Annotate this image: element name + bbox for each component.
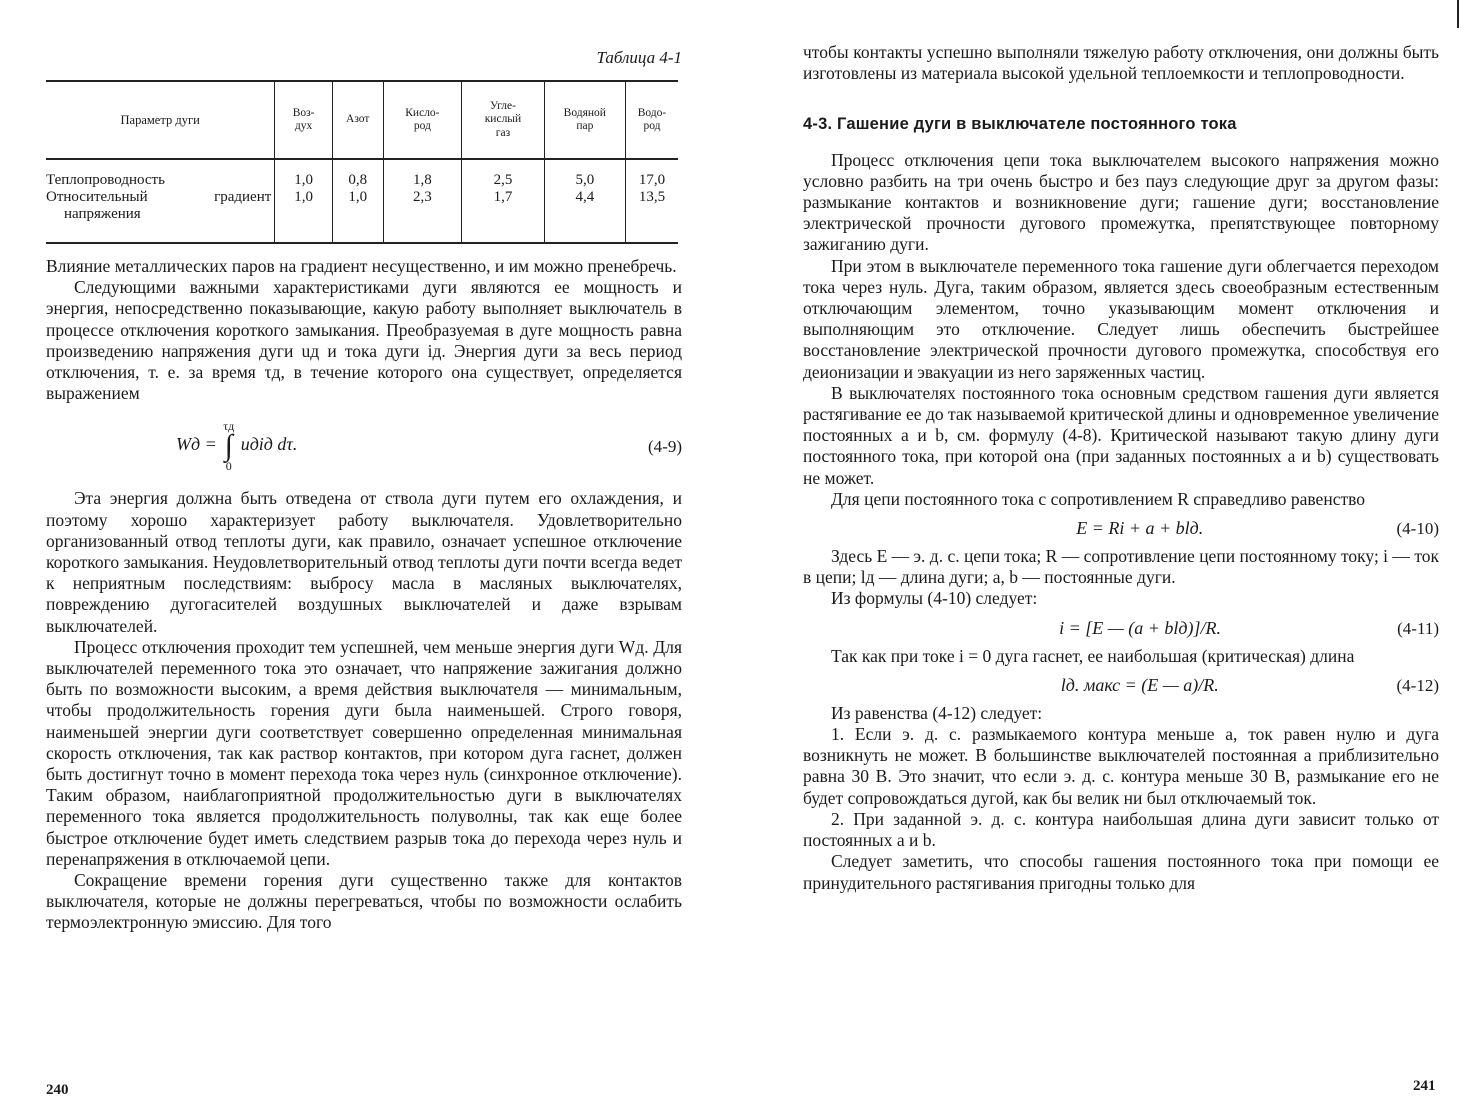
value-oxygen-2: 2,3	[413, 188, 432, 205]
value-cell-air	[275, 159, 333, 243]
header-co2-l2: кислый	[484, 113, 522, 126]
parameter-names-cell	[46, 159, 275, 243]
formula-4-11	[803, 614, 1439, 644]
paragraph: чтобы контакты успешно выполняли тяжелую работу отключения, они должны быть изготовлены из материала высокой удельной теплоемкости и теплопроводности.	[803, 42, 1439, 84]
paragraph: 1. Если э. д. с. размыкаемого контура меньше a, ток равен нулю и дуга возникнуть не может. В большинстве выключателей постоянная a приблизительно равна 30 В. Это значит, что если э. д. с. контура меньше 30 В, размыкание его не будет сопровождаться дугой, как бы велик ни был отключаемый ток.	[803, 724, 1439, 808]
value-steam-1: 5,0	[575, 172, 595, 188]
formula-expression: i = [E — (a + blд)]/R.	[1059, 618, 1222, 639]
paragraph: Влияние металлических паров на градиент несущественно, и им можно пренебречь.	[46, 256, 677, 276]
value-cell-co2	[462, 159, 544, 243]
value-co2-1: 2,5	[493, 172, 513, 188]
formula-4-9	[46, 404, 682, 488]
header-hydrogen	[625, 81, 678, 159]
param-relative: Относительный	[46, 188, 148, 205]
integral-sign	[223, 420, 234, 472]
param-gradient: градиент	[214, 188, 272, 205]
paragraph: Следует заметить, что способы гашения постоянного тока при помощи ее принудительного растягивания пригодны только для	[803, 851, 1439, 893]
section-heading: 4-3. Гашение дуги в выключателе постоянного тока	[803, 115, 1237, 134]
paragraph: Так как при токе i = 0 дуга гаснет, ее наибольшая (критическая) длина	[831, 645, 1355, 666]
paragraph: Для цепи постоянного тока с сопротивлением R справедливо равенство	[831, 488, 1365, 509]
value-hydrogen-2: 13,5	[638, 188, 666, 205]
value-oxygen-1: 1,8	[413, 172, 432, 188]
value-air-2: 1,0	[294, 188, 313, 205]
paragraph: Процесс отключения проходит тем успешней, чем меньше энергия дуги Wд. Для выключателей переменного тока это означает, что напряжение зажигания должно быть по возможности высоким, а время действия выключателя — минимальным, чтобы продолжительность горения дуги была наименьшей. Строго говоря, наименьшей энергии дуги соответствует совершенно определенная минимальная скорость отключения, так как раствор контактов, при котором дуга гаснет, должен быть достигнут точно в момент перехода тока через нуль (синхронное отключение). Таким образом, наиблагоприятной продолжительностью дуги в выключателях переменного тока является продолжительность полуволны, так как еще более быстрое отключение будет иметь следствием разрыв тока до перехода через нуль и перенапряжения в отключаемой цепи.	[46, 636, 682, 869]
header-co2-l1: Угле-	[489, 100, 516, 113]
param-gradient-line	[46, 189, 271, 206]
header-hydrogen-l2: род	[643, 120, 661, 132]
paragraph: 2. При заданной э. д. с. контура наибольшая длина дуги зависит только от постоянных a и b.	[803, 808, 1439, 851]
page-edge-mark	[1457, 0, 1459, 28]
table-row	[46, 159, 678, 243]
paragraph: В выключателях постоянного тока основным средством гашения дуги является растягивание ее до так называемой критической длины и одновременное увеличение постоянных a и b, см. формулу (4-8). Критической называют такую длину дуги постоянного тока, при которой она (при заданных постоянных a и b) существовать не может.	[803, 382, 1439, 488]
header-hydrogen-l1: Водо-	[637, 106, 667, 119]
param-voltage: напряжения	[64, 205, 141, 222]
right-page	[738, 0, 1477, 1117]
header-steam	[544, 81, 625, 159]
integral-lower-limit: 0	[225, 459, 232, 474]
formula-expression	[46, 420, 648, 472]
formula-number: (4-10)	[1396, 519, 1439, 539]
header-oxygen-l1: Кисло-	[405, 106, 440, 119]
value-cell-oxygen	[383, 159, 462, 243]
page-number-right: 241	[1413, 1078, 1436, 1094]
formula-4-12	[803, 671, 1439, 701]
formula-4-10	[803, 514, 1439, 544]
header-oxygen	[383, 81, 462, 159]
header-co2-l3: газ	[495, 126, 511, 139]
formula-number: (4-12)	[1396, 676, 1439, 696]
integral-symbol: ∫	[224, 429, 233, 463]
value-steam-2: 4,4	[575, 188, 595, 205]
table-caption: Таблица 4-1	[596, 48, 682, 67]
header-air-l1: Воз-	[292, 106, 315, 119]
header-steam-l1: Водяной	[563, 106, 606, 119]
header-oxygen-l2: род	[413, 120, 431, 132]
left-page	[0, 0, 738, 1117]
value-hydrogen-1: 17,0	[638, 172, 666, 188]
paragraph: Сокращение времени горения дуги существенно также для контактов выключателя, которые не должны перегреваться, чтобы по возможности ослабить термоэлектронную эмиссию. Для того	[46, 870, 682, 933]
value-nitrogen-1: 0,8	[348, 172, 368, 188]
value-cell-nitrogen	[332, 159, 383, 243]
page-number-left: 240	[46, 1082, 69, 1098]
integral-upper-limit: τд	[223, 419, 235, 434]
formula-integrand: uдiд dτ.	[240, 434, 298, 455]
value-co2-2: 1,7	[493, 188, 513, 205]
header-co2	[462, 81, 544, 159]
value-air-1: 1,0	[294, 172, 313, 188]
header-nitrogen: Азот	[332, 81, 383, 159]
header-air-l2: дух	[294, 120, 313, 132]
formula-number: (4-11)	[1397, 619, 1439, 639]
paragraph: Из равенства (4-12) следует:	[831, 702, 1043, 723]
formula-lhs: Wд =	[176, 434, 217, 455]
header-air	[275, 81, 333, 159]
value-nitrogen-2: 1,0	[348, 188, 368, 205]
param-thermal-conductivity: Теплопроводность	[46, 172, 165, 188]
value-cell-steam	[544, 159, 625, 243]
arc-parameters-table	[46, 80, 678, 244]
value-cell-hydrogen	[625, 159, 678, 243]
paragraph: Следующими важными характеристиками дуги являются ее мощность и энергия, непосредственно показывающие, какую работу выполняет выключатель в процессе отключения короткого замыкания. Преобразуемая в дуге мощность равна произведению напряжения дуги uд и тока дуги iд. Энергия дуги за весь период отключения, т. е. за время τд, в течение которого она существует, определяется выражением	[46, 277, 682, 404]
left-body-text	[46, 256, 682, 934]
paragraph: Здесь E — э. д. с. цепи тока; R — сопротивление цепи постоянному току; i — ток в цепи; lд — длина дуги; a, b — постоянные дуги.	[803, 546, 1439, 588]
paragraph: Процесс отключения цепи тока выключателем высокого напряжения можно условно разбить на три очень быстро и без пауз следующие друг за другом фазы: размыкание контактов и возникновение дуги; гашение дуги; восстановление электрической прочности дугового промежутка, препятствующее повторному зажиганию дуги.	[803, 149, 1439, 255]
header-parameter: Параметр дуги	[46, 81, 275, 159]
paragraph: Из формулы (4-10) следует:	[831, 588, 1038, 609]
paragraph: Эта энергия должна быть отведена от ствола дуги путем его охлаждения, и поэтому хорошо характеризует работу выключателя. Удовлетворительно организованный отвод теплоты дуги, как правило, означает успешное отключение короткого замыкания. Неудовлетворительный отвод теплоты дуги почти всегда ведет к неприятным последствиям: выбросу масла в масляных выключателях, повреждению дугогасителей воздушных выключателей и даже взрывам выключателей.	[46, 488, 682, 636]
formula-expression: E = Ri + a + blд.	[1076, 518, 1204, 539]
paragraph: При этом в выключателе переменного тока гашение дуги облегчается переходом тока через нуль. Дуга, таким образом, является здесь своеобразным естественным отключающим элементом, точно указывающим момент отключения и выполняющим это отключение. Следует лишь обеспечить быстрейшее восстановление электрической прочности дугового промежутка, способствуя его деионизации и эвакуации из него заряженных частиц.	[803, 255, 1439, 382]
formula-expression: lд. макс = (E — a)/R.	[1060, 675, 1219, 696]
right-body-text	[803, 42, 1439, 894]
table-header-row	[46, 81, 678, 159]
formula-number: (4-9)	[648, 436, 682, 456]
header-steam-l2: пар	[576, 120, 594, 132]
